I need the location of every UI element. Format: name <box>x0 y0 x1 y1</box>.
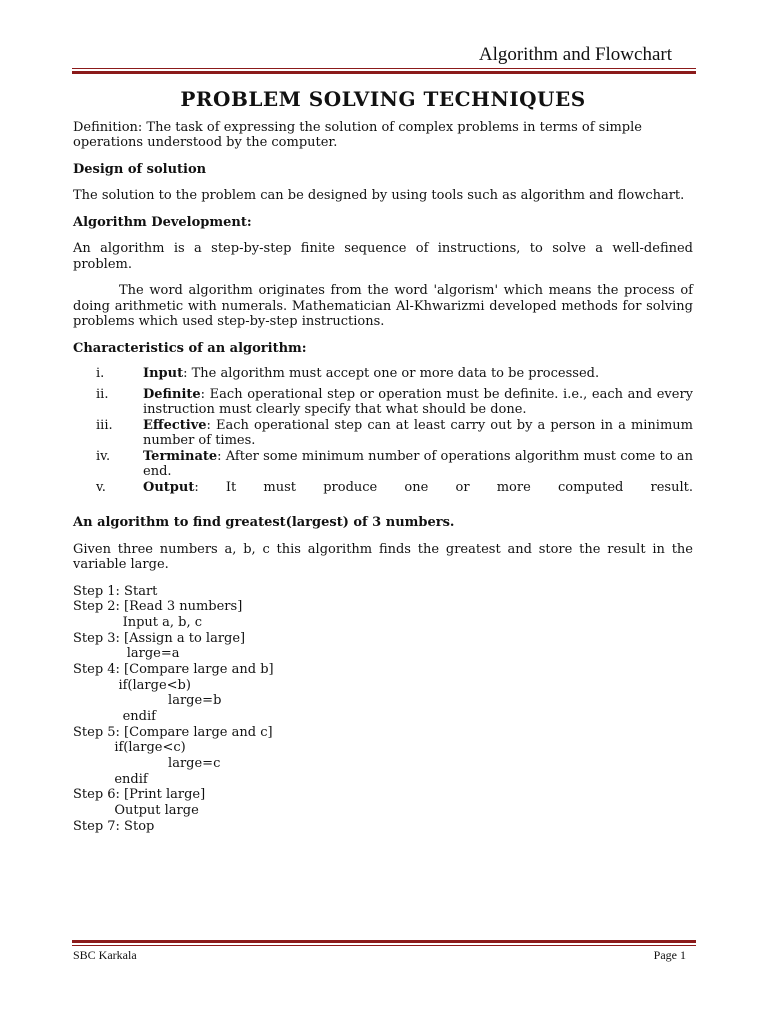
example-heading: An algorithm to find greatest(largest) of 3 numbers. <box>73 515 455 530</box>
list-item <box>73 418 693 449</box>
header-rule <box>72 68 696 74</box>
header-title: Algorithm and Flowchart <box>478 44 672 65</box>
design-heading: Design of solution <box>73 161 207 177</box>
list-item-term: Effective <box>143 417 207 433</box>
list-item-term: Terminate <box>143 448 218 464</box>
list-item-text: : After some minimum number of operations algorithm must come to an end. <box>143 448 693 479</box>
design-paragraph: The solution to the problem can be designed by using tools such as algorithm and flowchart. <box>73 188 685 203</box>
list-item-number: ii. <box>96 386 109 402</box>
step-line: endif <box>73 771 148 787</box>
step-line: large=a <box>73 646 180 662</box>
step-line: if(large<c) <box>73 740 186 756</box>
step-line: Step 6: [Print large] <box>73 787 206 803</box>
page-title: PROBLEM SOLVING TECHNIQUES <box>180 87 586 111</box>
list-item-number: v. <box>96 479 106 495</box>
footer-institution: SBC Karkala <box>73 948 137 962</box>
step-line: if(large<b) <box>73 677 191 693</box>
page-content <box>73 87 693 835</box>
step-line: large=c <box>73 756 221 772</box>
list-item <box>73 387 693 418</box>
algorithm-steps <box>73 584 693 835</box>
step-line: Step 7: Stop <box>73 818 155 834</box>
step-line: Step 1: Start <box>73 583 158 599</box>
list-item-text: : It must produce one or more computed result. <box>194 479 693 495</box>
list-item-text: : Each operational step can at least carry out by a person in a minimum number of times. <box>143 417 693 448</box>
list-item <box>73 449 693 480</box>
list-item-term: Input <box>143 366 184 381</box>
step-line: endif <box>73 709 156 724</box>
step-line: Output large <box>73 803 199 819</box>
list-item <box>73 480 693 496</box>
page-number: Page 1 <box>653 948 686 962</box>
list-item-term: Definite <box>143 386 201 402</box>
footer-rule <box>72 940 696 946</box>
list-item <box>73 366 693 382</box>
step-line: Step 3: [Assign a to large] <box>73 630 246 646</box>
step-line: Step 4: [Compare large and b] <box>73 661 274 677</box>
list-item-number: iv. <box>96 448 111 464</box>
algorithm-definition-paragraph: An algorithm is a step-by-step finite sequence of instructions, to solve a well-defined problem. <box>73 241 693 272</box>
characteristics-heading: Characteristics of an algorithm: <box>73 340 307 356</box>
list-item-term: Output <box>143 479 195 495</box>
step-line: large=b <box>73 693 222 709</box>
list-item-number: iii. <box>96 417 113 433</box>
definition-paragraph: Definition: The task of expressing the solution of complex problems in terms of simple operations understood by the computer. <box>73 119 642 150</box>
list-item-text: : The algorithm must accept one or more data to be processed. <box>183 366 600 381</box>
origin-paragraph: The word algorithm originates from the word 'algorism' which means the process of doing arithmetic with numerals. Mathematician Al-Khwarizmi developed methods for solving problems which used step-by-step instructions. <box>73 283 693 329</box>
algorithm-development-heading: Algorithm Development: <box>73 214 252 230</box>
list-item-number: i. <box>96 366 105 381</box>
list-item-text: : Each operational step or operation must be definite. i.e., each and every instruction must clearly specify that what should be done. <box>143 386 693 417</box>
example-paragraph: Given three numbers a, b, c this algorithm finds the greatest and store the result in the variable large. <box>73 541 693 572</box>
step-line: Step 5: [Compare large and c] <box>73 724 273 740</box>
characteristics-list <box>73 366 693 495</box>
step-line: Input a, b, c <box>73 614 203 630</box>
step-line: Step 2: [Read 3 numbers] <box>73 599 243 615</box>
